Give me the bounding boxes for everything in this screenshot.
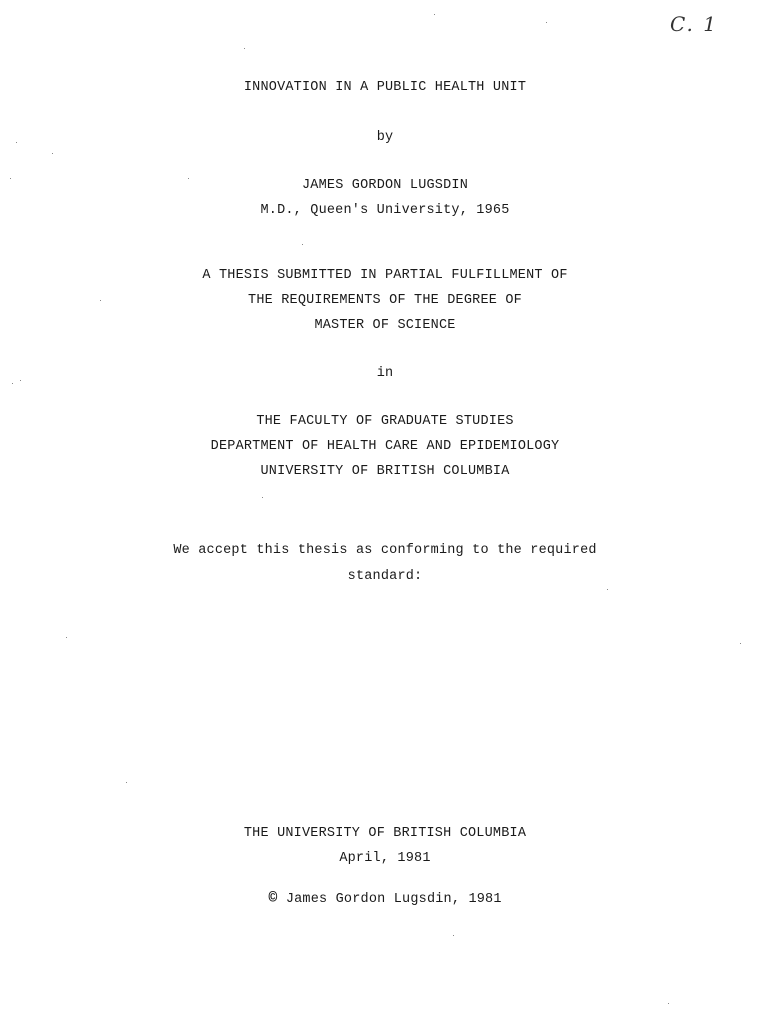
scan-speck (546, 22, 547, 23)
copyright-text: James Gordon Lugsdin, 1981 (285, 892, 502, 907)
scan-speck (52, 153, 53, 154)
scan-speck (434, 14, 435, 15)
copyright-line (0, 890, 770, 909)
faculty-line-3: UNIVERSITY OF BRITISH COLUMBIA (260, 464, 510, 479)
scan-speck (12, 383, 13, 384)
scan-speck (453, 935, 454, 936)
scan-speck (740, 643, 741, 644)
thesis-statement-line-3: MASTER OF SCIENCE (314, 318, 456, 333)
scan-speck (20, 380, 21, 381)
scan-speck (10, 178, 11, 179)
scan-speck (262, 497, 263, 498)
scan-speck (607, 589, 608, 590)
scan-speck (126, 782, 127, 783)
thesis-statement-line-1: A THESIS SUBMITTED IN PARTIAL FULFILLMENT OF (202, 268, 568, 283)
submission-date: April, 1981 (339, 851, 431, 866)
faculty-line-2: DEPARTMENT OF HEALTH CARE AND EPIDEMIOLOGY (210, 439, 560, 454)
copyright-icon: © (268, 890, 278, 907)
institution: THE UNIVERSITY OF BRITISH COLUMBIA (243, 826, 527, 841)
faculty-line-1: THE FACULTY OF GRADUATE STUDIES (256, 414, 514, 429)
acceptance-line-2: standard: (347, 569, 423, 584)
scan-speck (16, 142, 17, 143)
by-label: by (376, 130, 394, 145)
scan-speck (302, 244, 303, 245)
thesis-title: INNOVATION IN A PUBLIC HEALTH UNIT (243, 80, 527, 95)
thesis-statement-line-2: THE REQUIREMENTS OF THE DEGREE OF (248, 293, 522, 308)
scan-speck (668, 1003, 669, 1004)
author-name: JAMES GORDON LUGSDIN (301, 178, 469, 193)
acceptance-line-1: We accept this thesis as conforming to the required (173, 543, 597, 558)
in-label: in (376, 366, 394, 381)
scan-speck (188, 178, 189, 179)
prior-degree: M.D., Queen's University, 1965 (260, 203, 510, 218)
scan-speck (244, 48, 245, 49)
scan-speck (66, 637, 67, 638)
scan-speck (100, 300, 101, 301)
handwritten-call-number: C. 1 (669, 12, 718, 36)
